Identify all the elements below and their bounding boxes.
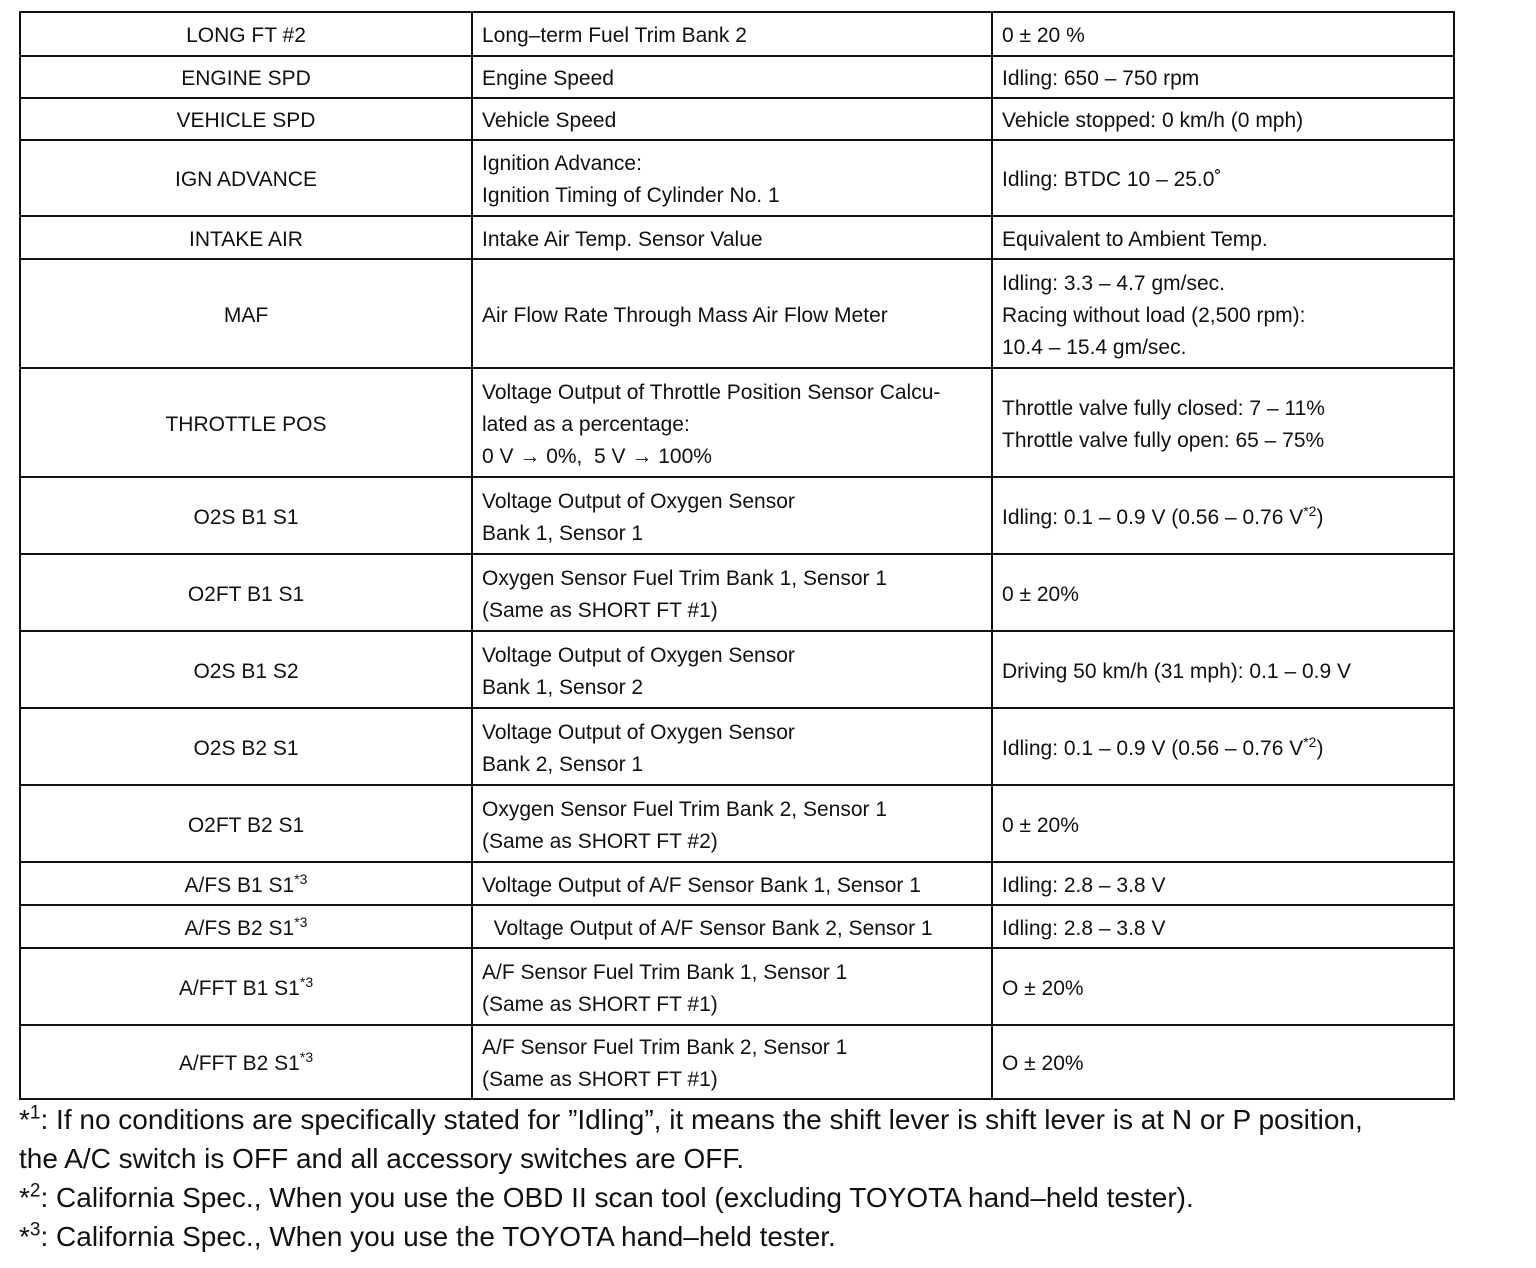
item-cell	[20, 56, 472, 98]
table-row	[20, 554, 1454, 631]
normal-condition-cell	[992, 12, 1454, 56]
footnote-text: : California Spec., When you use the TOYOTA hand–held tester.	[40, 1221, 836, 1252]
item-label: MAF	[223, 303, 269, 327]
contents-cell	[472, 259, 992, 368]
table-row	[20, 140, 1454, 216]
data-list-body	[20, 12, 1454, 1099]
item-label: O2FT B2 S1	[187, 813, 305, 837]
table-row	[20, 98, 1454, 140]
normal-condition-line: Idling: 0.1 – 0.9 V (0.56 – 0.76 $V^{*2}$)	[1002, 733, 1324, 760]
normal-condition-cell	[992, 862, 1454, 905]
item-cell	[20, 785, 472, 862]
contents-cell	[472, 56, 992, 98]
contents-line: 0 V → 0%, 5 V → 100%	[482, 444, 712, 468]
footnote-text: : If no conditions are specifically stated for ”Idling”, it means the shift lever is shift lever is at N or P position,	[40, 1104, 1363, 1135]
normal-condition-cell	[992, 477, 1454, 554]
table-row	[20, 216, 1454, 259]
normal-condition-line: Idling: 650 – 750 rpm	[1002, 67, 1200, 90]
item-label: THROTTLE POS	[165, 412, 327, 436]
contents-line: Bank 1, Sensor 2	[482, 675, 644, 699]
contents-line: Vehicle Speed	[482, 109, 617, 132]
item-label: A/FFT B2 S1	[178, 1052, 300, 1075]
contents-cell	[472, 140, 992, 216]
contents-line: A/F Sensor Fuel Trim Bank 1, Sensor 1	[482, 960, 848, 984]
item-cell	[20, 140, 472, 216]
table-row	[20, 905, 1454, 948]
contents-line: (Same as SHORT FT #1)	[482, 992, 718, 1016]
contents-line: (Same as SHORT FT #2)	[482, 829, 718, 853]
table-row	[20, 948, 1454, 1025]
contents-line: Ignition Timing of Cylinder No. 1	[482, 184, 780, 207]
normal-condition-line: Idling: 0.1 – 0.9 V (0.56 – 0.76 $V^{*2}$)	[1002, 502, 1324, 529]
item-cell	[20, 98, 472, 140]
normal-condition-line: Racing without load (2,500 rpm):	[1002, 303, 1306, 327]
contents-cell	[472, 477, 992, 554]
contents-line: Oxygen Sensor Fuel Trim Bank 1, Sensor 1	[482, 566, 888, 590]
footnotes	[19, 1100, 1519, 1256]
table-row	[20, 56, 1454, 98]
data-list-table	[19, 11, 1455, 1100]
normal-condition-line: Driving 50 km/h (31 mph): 0.1 – 0.9 V	[1002, 659, 1351, 683]
item-cell	[20, 905, 472, 948]
table-row	[20, 259, 1454, 368]
table-row	[20, 631, 1454, 708]
footnote-mark: *	[19, 1182, 30, 1213]
table-row	[20, 708, 1454, 785]
item-label: INTAKE AIR	[189, 227, 303, 251]
normal-condition-line: Throttle valve fully open: 65 – 75%	[1002, 428, 1325, 452]
contents-cell	[472, 862, 992, 905]
item-cell	[20, 368, 472, 477]
normal-condition-cell	[992, 259, 1454, 368]
normal-condition-line: 0 ± 20 %	[1002, 24, 1085, 47]
contents-line: Voltage Output of Oxygen Sensor	[482, 643, 795, 667]
item-label: VEHICLE SPD	[176, 109, 316, 132]
contents-cell	[472, 554, 992, 631]
item-label: ENGINE SPD	[181, 67, 311, 90]
contents-cell	[472, 98, 992, 140]
footnote-line	[19, 1100, 1519, 1139]
table-row	[20, 12, 1454, 56]
item-cell	[20, 477, 472, 554]
footnote-number: 3	[29, 1219, 41, 1241]
contents-line: Voltage Output of A/F Sensor Bank 1, Sensor 1	[482, 873, 921, 897]
normal-condition-line: Equivalent to Ambient Temp.	[1002, 227, 1268, 251]
item-label: O2S B1 S2	[193, 659, 299, 683]
contents-line: Long–term Fuel Trim Bank 2	[482, 24, 747, 47]
table-row	[20, 1025, 1454, 1099]
item-cell	[20, 554, 472, 631]
contents-line: Voltage Output of Throttle Position Sensor Calcu-	[482, 380, 941, 404]
item-label: A/FS B1 S1	[184, 873, 295, 897]
item-cell	[20, 631, 472, 708]
item-label: O2S B2 S1	[193, 736, 299, 760]
contents-line: Voltage Output of A/F Sensor Bank 2, Sensor 1	[482, 916, 933, 940]
normal-condition-line: 0 ± 20%	[1002, 582, 1079, 606]
item-cell	[20, 259, 472, 368]
table-row	[20, 785, 1454, 862]
item-cell	[20, 948, 472, 1025]
footnote-line	[19, 1139, 1519, 1178]
normal-condition-cell	[992, 368, 1454, 477]
normal-condition-cell	[992, 98, 1454, 140]
contents-line: Oxygen Sensor Fuel Trim Bank 2, Sensor 1	[482, 797, 888, 821]
contents-cell	[472, 785, 992, 862]
normal-condition-cell	[992, 554, 1454, 631]
normal-condition-line: Idling: 2.8 – 3.8 V	[1002, 873, 1166, 897]
item-cell	[20, 708, 472, 785]
footnote-ref: *3	[294, 913, 308, 930]
normal-condition-cell	[992, 216, 1454, 259]
contents-line: Voltage Output of Oxygen Sensor	[482, 720, 795, 744]
item-cell	[20, 216, 472, 259]
item-cell	[20, 12, 472, 56]
table-row	[20, 477, 1454, 554]
contents-line: (Same as SHORT FT #1)	[482, 1068, 718, 1091]
item-label: A/FFT B1 S1	[178, 976, 300, 1000]
contents-cell	[472, 368, 992, 477]
item-label: LONG FT #2	[186, 24, 306, 47]
contents-cell	[472, 12, 992, 56]
contents-cell	[472, 631, 992, 708]
normal-condition-cell	[992, 905, 1454, 948]
contents-cell	[472, 1025, 992, 1099]
normal-condition-cell	[992, 1025, 1454, 1099]
item-label: O2FT B1 S1	[187, 582, 305, 606]
footnote-mark: *	[19, 1221, 30, 1252]
normal-condition-line: O ± 20%	[1002, 976, 1084, 1000]
normal-condition-cell	[992, 631, 1454, 708]
footnote-line	[19, 1178, 1519, 1217]
normal-condition-line: Throttle valve fully closed: 7 – 11%	[1002, 396, 1325, 420]
footnote-ref: *3	[299, 973, 314, 990]
table-row	[20, 862, 1454, 905]
item-cell	[20, 1025, 472, 1099]
normal-condition-line: 0 ± 20%	[1002, 813, 1079, 837]
contents-line: A/F Sensor Fuel Trim Bank 2, Sensor 1	[482, 1036, 848, 1059]
normal-condition-cell	[992, 140, 1454, 216]
contents-line: Voltage Output of Oxygen Sensor	[482, 489, 795, 513]
footnote-mark: *	[19, 1104, 30, 1135]
contents-line: Bank 2, Sensor 1	[482, 752, 644, 776]
normal-condition-line: O ± 20%	[1002, 1052, 1084, 1075]
contents-line: Ignition Advance:	[482, 152, 642, 175]
normal-condition-line: Vehicle stopped: 0 km/h (0 mph)	[1002, 109, 1304, 132]
footnote-text: the A/C switch is OFF and all accessory switches are OFF.	[19, 1143, 745, 1174]
footnote-line	[19, 1217, 1519, 1256]
item-label: IGN ADVANCE	[175, 168, 317, 191]
normal-condition-cell	[992, 948, 1454, 1025]
contents-line: Engine Speed	[482, 67, 614, 90]
normal-condition-cell	[992, 708, 1454, 785]
contents-cell	[472, 216, 992, 259]
contents-line: Bank 1, Sensor 1	[482, 521, 644, 545]
contents-cell	[472, 708, 992, 785]
footnote-text: : California Spec., When you use the OBD II scan tool (excluding TOYOTA hand–held tester).	[40, 1182, 1194, 1213]
normal-condition-cell	[992, 785, 1454, 862]
contents-line: Intake Air Temp. Sensor Value	[482, 227, 763, 251]
normal-condition-line: 10.4 – 15.4 gm/sec.	[1002, 335, 1187, 359]
contents-line: (Same as SHORT FT #1)	[482, 598, 718, 622]
item-cell	[20, 862, 472, 905]
contents-line: lated as a percentage:	[482, 412, 690, 436]
footnote-ref: *3	[299, 1049, 314, 1065]
contents-cell	[472, 948, 992, 1025]
normal-condition-line: Idling: BTDC 10 – 25.0˚	[1002, 168, 1222, 191]
table-row	[20, 368, 1454, 477]
footnote-number: 1	[29, 1102, 41, 1124]
item-label: O2S B1 S1	[193, 505, 299, 529]
normal-condition-line: Idling: 3.3 – 4.7 gm/sec.	[1002, 271, 1225, 295]
contents-line: Air Flow Rate Through Mass Air Flow Meter	[482, 303, 888, 327]
item-label: A/FS B2 S1	[184, 916, 295, 940]
footnote-ref: *3	[294, 870, 308, 887]
footnote-number: 2	[29, 1180, 41, 1202]
normal-condition-line: Idling: 2.8 – 3.8 V	[1002, 916, 1166, 940]
contents-cell	[472, 905, 992, 948]
normal-condition-cell	[992, 56, 1454, 98]
